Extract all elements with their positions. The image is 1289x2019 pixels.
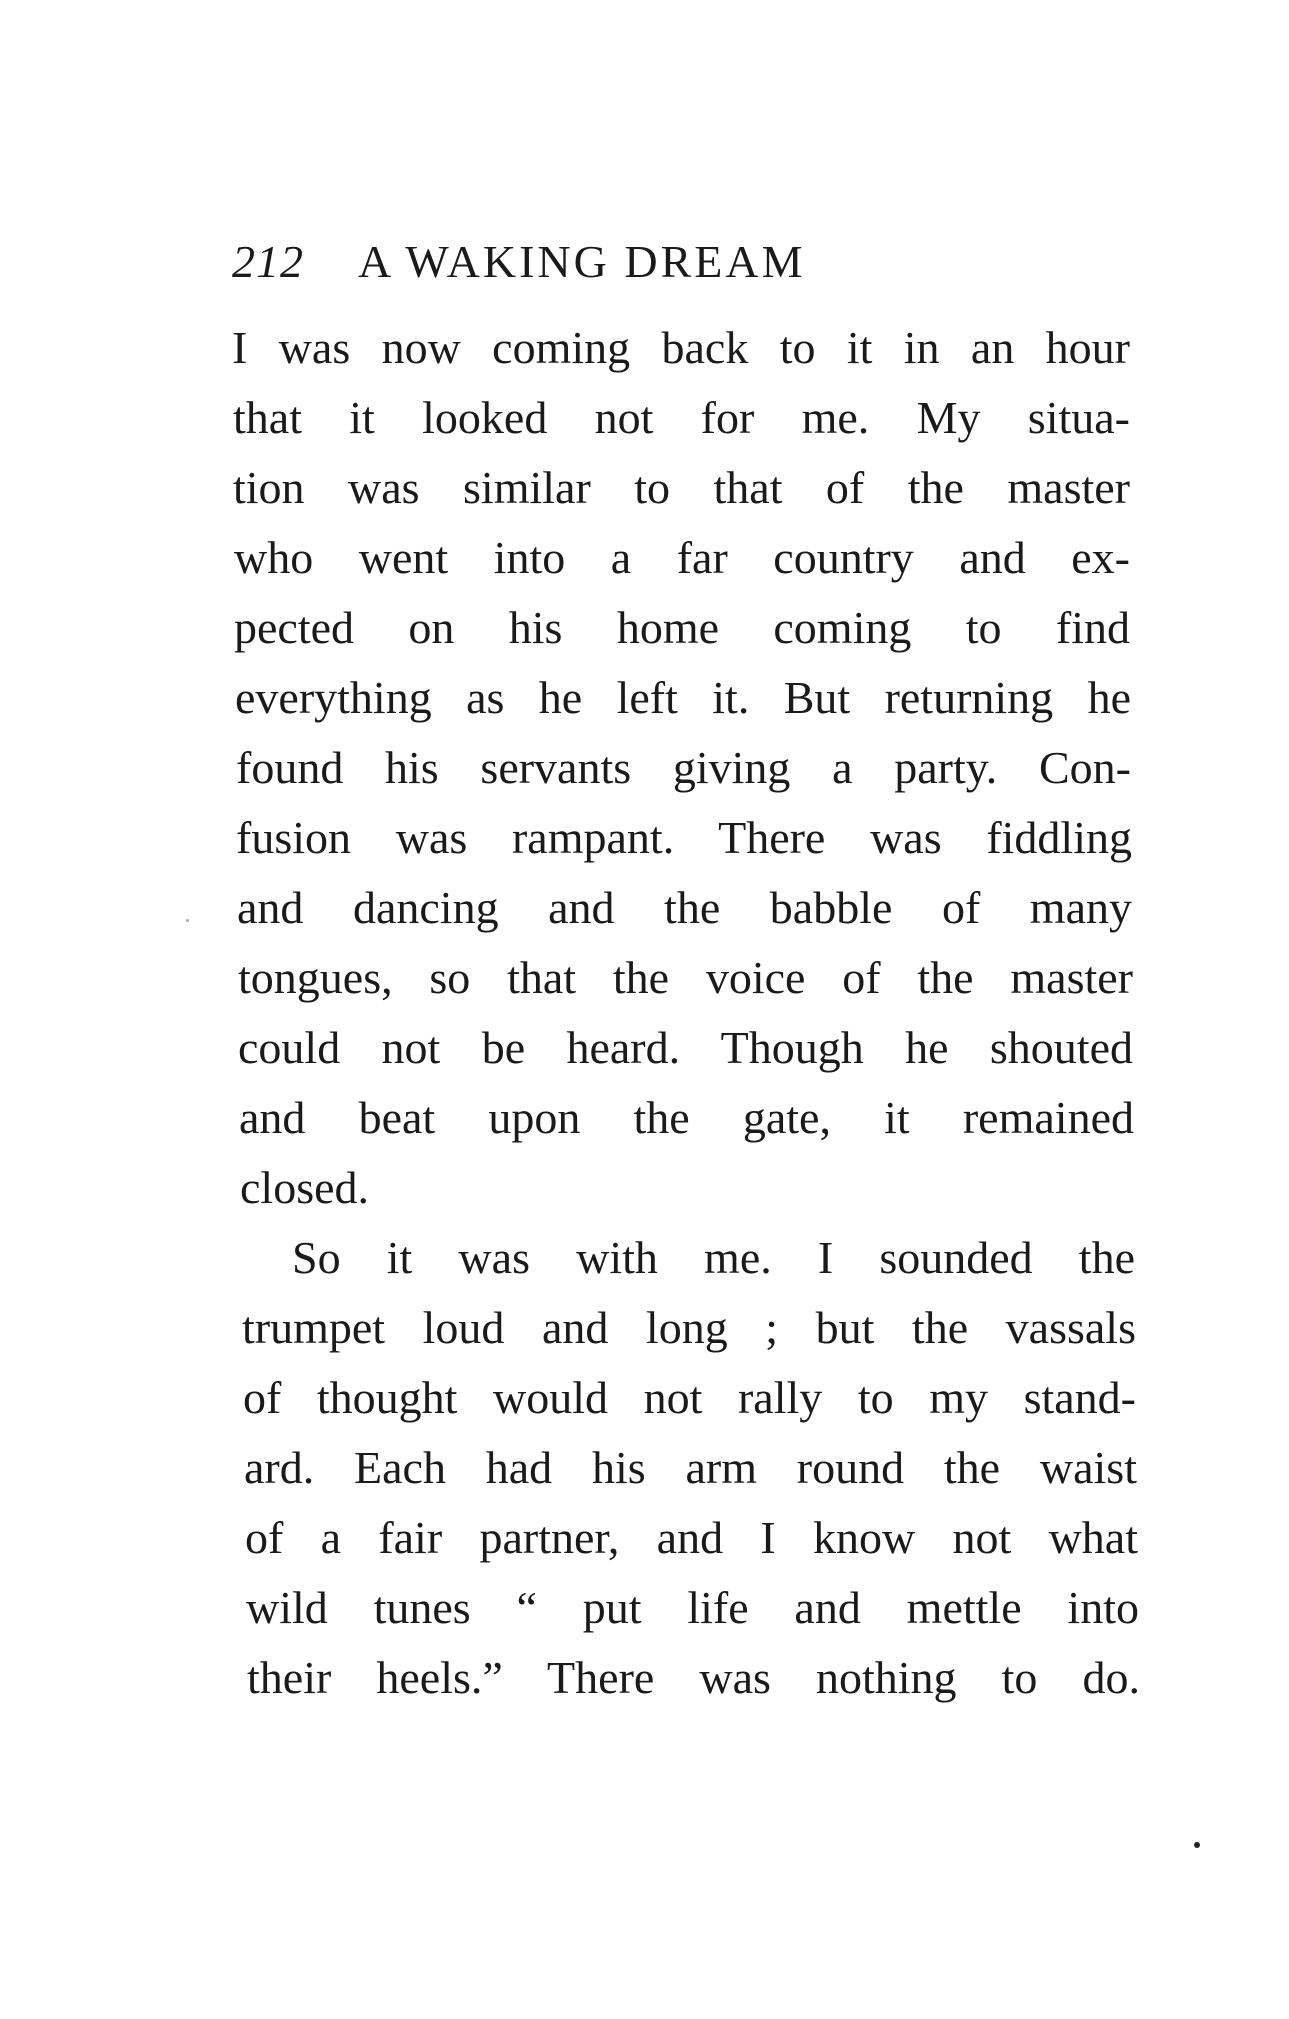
text-line: tion was similar to that of the master bbox=[233, 462, 1130, 513]
text-line: and dancing and the babble of many bbox=[237, 882, 1132, 933]
text-line: found his servants giving a party. Con- bbox=[236, 742, 1131, 793]
text-line: I was now coming back to it in an hour bbox=[232, 322, 1130, 373]
page-number: 212 bbox=[232, 236, 304, 287]
text-line: trumpet loud and long ; but the vassals bbox=[242, 1302, 1136, 1353]
ink-speck bbox=[1194, 1842, 1200, 1848]
text-line: pected on his home coming to find bbox=[234, 602, 1130, 653]
text-line: tongues, so that the voice of the master bbox=[238, 952, 1133, 1003]
text-line: fusion was rampant. There was fiddling bbox=[236, 812, 1132, 863]
text-line: and beat upon the gate, it remained bbox=[239, 1092, 1134, 1143]
text-line: that it looked not for me. My situa- bbox=[233, 392, 1130, 443]
text-line: could not be heard. Though he shouted bbox=[238, 1022, 1133, 1073]
text-line: closed. bbox=[240, 1162, 370, 1213]
text-line: ard. Each had his arm round the waist bbox=[244, 1442, 1137, 1493]
text-line: of thought would not rally to my stand- bbox=[243, 1372, 1136, 1423]
text-line: who went into a far country and ex- bbox=[234, 532, 1130, 583]
text-line: their heels.” There was nothing to do. bbox=[247, 1652, 1140, 1703]
text-line: everything as he left it. But returning he bbox=[235, 672, 1131, 723]
text-line: So it was with me. I sounded the bbox=[292, 1232, 1135, 1283]
running-title: A WAKING DREAM bbox=[358, 236, 806, 287]
text-line: wild tunes “ put life and mettle into bbox=[246, 1582, 1139, 1633]
ink-speck bbox=[186, 919, 189, 922]
text-line: of a fair partner, and I know not what bbox=[245, 1512, 1138, 1563]
